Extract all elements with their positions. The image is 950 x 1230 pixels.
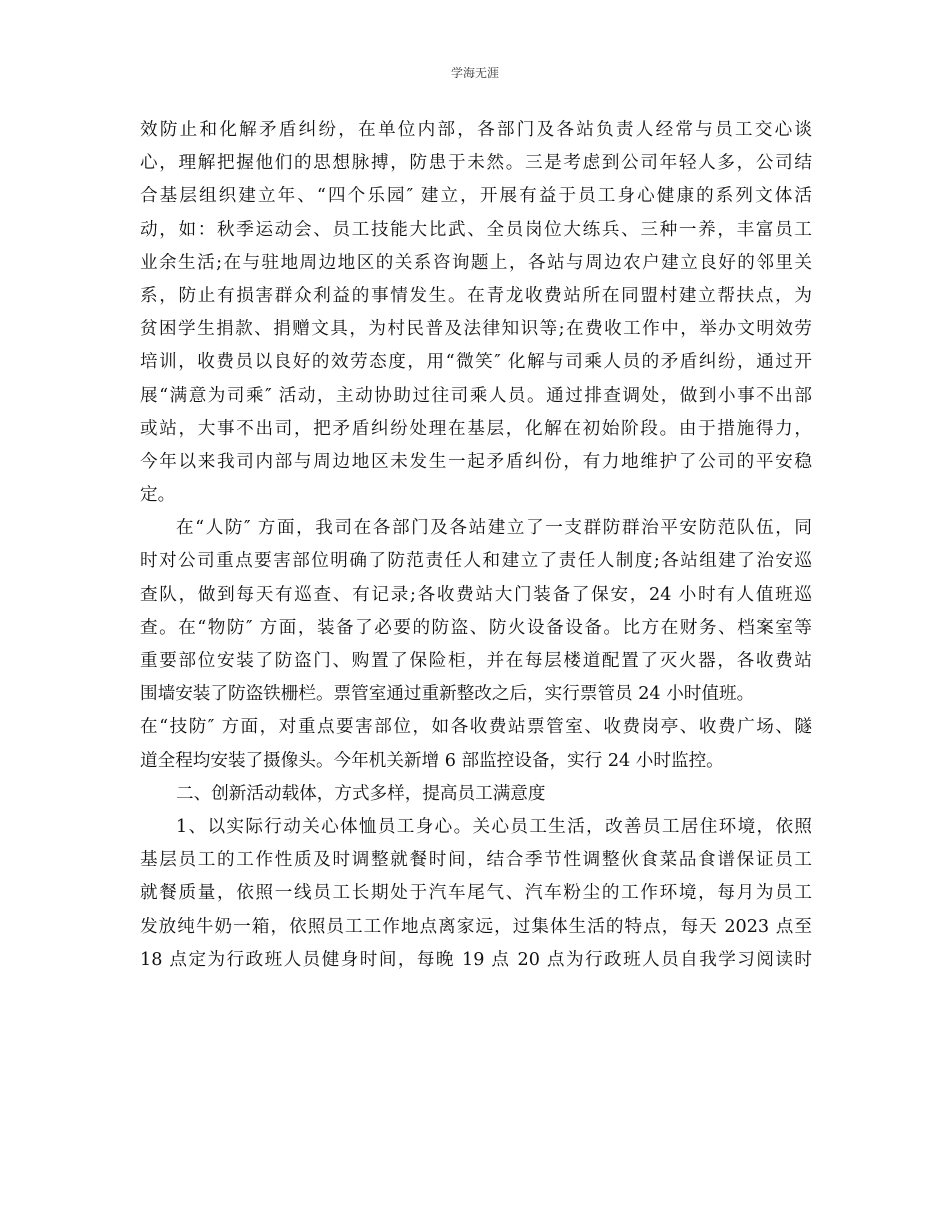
- section-heading: 二、创新活动载体，方式多样，提高员工满意度: [176, 783, 546, 804]
- text-line: 系，防止有损害群众利益的事情发生。在青龙收费站所在同盟村建立帮扶点，为: [140, 285, 812, 306]
- text-line: 发放纯牛奶一箱，依照员工工作地点离家远，过集体生活的特点，每天 2023 点至: [140, 916, 812, 937]
- text-line: 展“满意为司乘″ 活动，主动协助过往司乘人员。通过排查调处，做到小事不出部: [140, 385, 812, 406]
- text-line: 1、以实际行动关心体恤员工身心。关心员工生活，改善员工居住环境，依照: [176, 816, 812, 837]
- text-line: 就餐质量，依照一线员工长期处于汽车尾气、汽车粉尘的工作环境，每月为员工: [140, 883, 812, 904]
- text-line: 查。在“物防″ 方面，装备了必要的防盗、防火设备设备。比方在财务、档案室等: [140, 617, 812, 638]
- text-line: 心，理解把握他们的思想脉搏，防患于未然。三是考虑到公司年轻人多，公司结: [140, 153, 812, 174]
- text-line: 道全程均安装了摄像头。今年机关新增 6 部监控设备，实行 24 小时监控。: [140, 750, 724, 771]
- text-line: 合基层组织建立年、“四个乐园″ 建立，开展有益于员工身心健康的系列文体活: [140, 186, 812, 207]
- text-line: 重要部位安装了防盗门、购置了保险柜，并在每层楼道配置了灭火器，各收费站: [140, 651, 812, 671]
- text-line: 在“人防″ 方面，我司在各部门及各站建立了一支群防群治平安防范队伍，同: [176, 518, 812, 539]
- text-line: 动，如：秋季运动会、员工技能大比武、全员岗位大练兵、三种一养，丰富员工: [140, 219, 812, 240]
- text-line: 效防止和化解矛盾纠纷，在单位内部，各部门及各站负责人经常与员工交心谈: [140, 120, 812, 140]
- text-line: 18 点定为行政班人员健身时间，每晚 19 点 20 点为行政班人员自我学习阅读时: [140, 949, 812, 970]
- text-line: 培训，收费员以良好的效劳态度，用“微笑″ 化解与司乘人员的矛盾纠纷，通过开: [140, 352, 812, 373]
- page-header: 学海无涯: [450, 66, 499, 80]
- text-line: 贫困学生捐款、捐赠文具，为村民普及法律知识等;在费收工作中，举办文明效劳: [140, 319, 812, 340]
- text-line: 时对公司重点要害部位明确了防范责任人和建立了责任人制度;各站组建了治安巡: [140, 551, 812, 572]
- text-line: 业余生活;在与驻地周边地区的关系咨询题上，各站与周边农户建立良好的邻里关: [140, 252, 812, 273]
- text-line: 定。: [140, 485, 176, 506]
- text-line: 今年以来我司内部与周边地区未发生一起矛盾纠份，有力地维护了公司的平安稳: [140, 451, 812, 472]
- text-line: 查队，做到每天有巡查、有记录;各收费站大门装备了保安，24 小时有人值班巡: [140, 584, 812, 605]
- text-line: 围墙安装了防盗铁栅栏。票管室通过重新整改之后，实行票管员 24 小时值班。: [140, 684, 755, 705]
- document-body: [140, 114, 812, 977]
- text-line: 或站，大事不出司，把矛盾纠纷处理在基层，化解在初始阶段。由于措施得力，: [140, 418, 812, 439]
- text-line: 基层员工的工作性质及时调整就餐时间，结合季节性调整伙食菜品食谱保证员工: [140, 850, 812, 871]
- text-line: 在“技防″ 方面，对重点要害部位，如各收费站票管室、收费岗亭、收费广场、隧: [140, 717, 812, 738]
